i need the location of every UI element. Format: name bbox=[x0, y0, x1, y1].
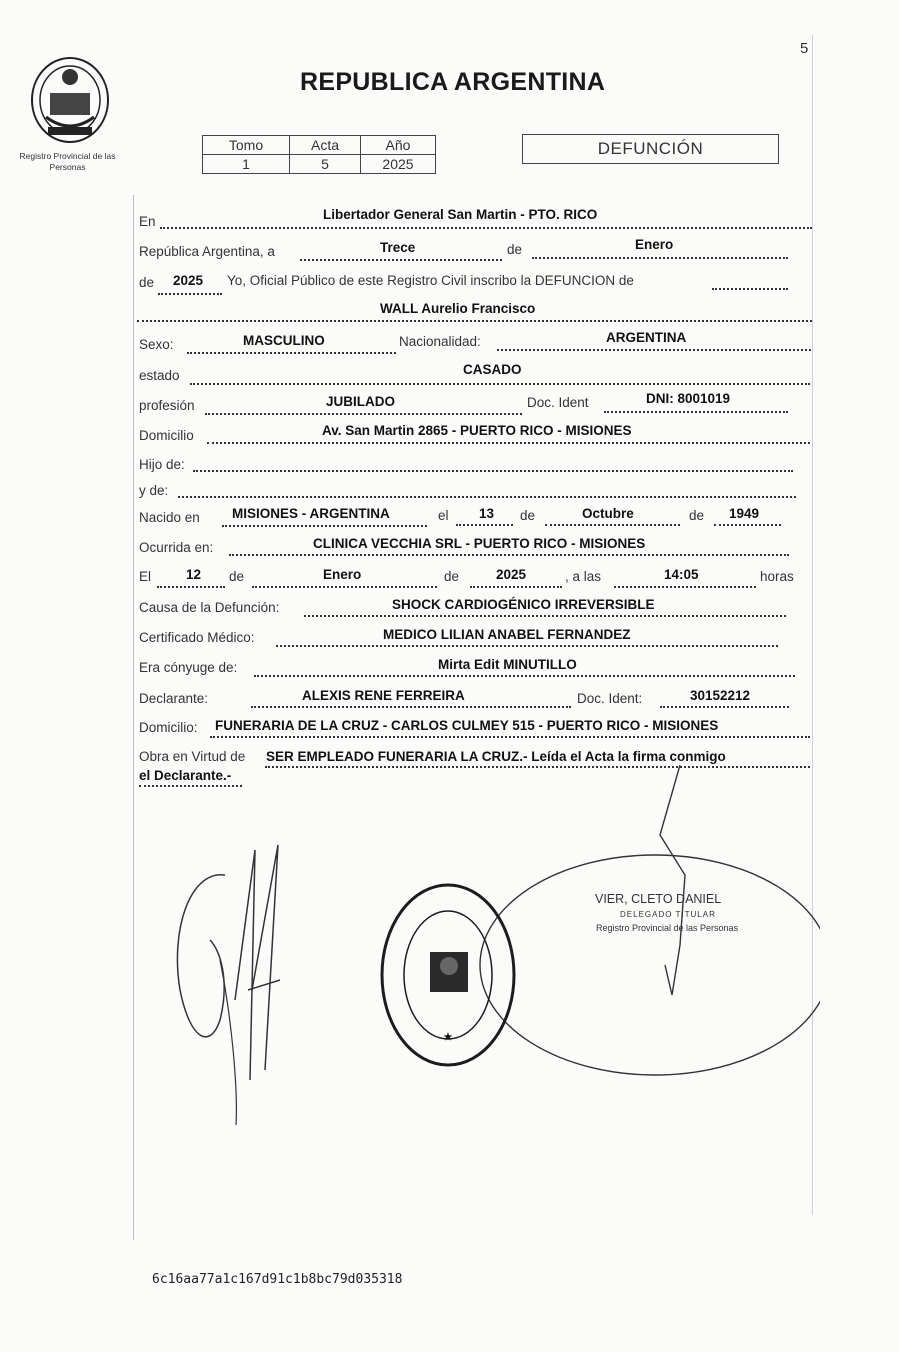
nombre-dots bbox=[137, 320, 812, 322]
def-hora: 14:05 bbox=[664, 567, 699, 582]
dia-value: Trece bbox=[380, 240, 416, 255]
yde-dots bbox=[178, 496, 796, 498]
conyuge-value: Mirta Edit MINUTILLO bbox=[438, 657, 577, 672]
acta-header: Acta bbox=[290, 136, 361, 155]
nombre-value: WALL Aurelio Francisco bbox=[380, 301, 536, 316]
doc2-dots bbox=[660, 706, 789, 708]
declarant-signature bbox=[160, 840, 310, 1130]
hijo-label: Hijo de: bbox=[139, 457, 185, 472]
de2-label: de bbox=[139, 275, 155, 290]
nacionalidad-value: ARGENTINA bbox=[606, 330, 687, 345]
conyuge-label: Era cónyuge de: bbox=[139, 660, 238, 675]
provincial-seal bbox=[28, 55, 112, 145]
en-value: Libertador General San Martin - PTO. RICO bbox=[323, 207, 598, 222]
def-dia: 12 bbox=[186, 567, 202, 582]
def-mes-dots bbox=[252, 586, 437, 588]
tomo-value: 1 bbox=[203, 155, 290, 174]
estado-value: CASADO bbox=[463, 362, 522, 377]
profesion-dots bbox=[205, 413, 522, 415]
de4-label: de bbox=[689, 508, 705, 523]
obra-value-2: el Declarante.- bbox=[139, 768, 232, 783]
record-table bbox=[202, 135, 436, 174]
nac-mes: Octubre bbox=[582, 506, 634, 521]
certificado-dots bbox=[276, 645, 778, 647]
de5-label: de bbox=[229, 569, 245, 584]
horas-label: horas bbox=[760, 569, 794, 584]
anio-value: 2025 bbox=[173, 273, 204, 288]
alas-label: , a las bbox=[565, 569, 602, 584]
ocurrida-label: Ocurrida en: bbox=[139, 540, 214, 555]
dia-dots bbox=[300, 259, 502, 261]
mes-value: Enero bbox=[635, 237, 674, 252]
obra2-dots bbox=[139, 785, 242, 787]
nacionalidad-label: Nacionalidad: bbox=[399, 334, 481, 349]
estado-label: estado bbox=[139, 368, 180, 383]
declarante-value: ALEXIS RENE FERREIRA bbox=[302, 688, 465, 703]
page-title: REPUBLICA ARGENTINA bbox=[300, 68, 606, 96]
domicilio2-label: Domicilio: bbox=[139, 720, 198, 735]
sexo-label: Sexo: bbox=[139, 337, 174, 352]
left-margin-line bbox=[133, 195, 134, 1240]
registry-name: Registro Provincial de las Personas bbox=[19, 151, 116, 172]
def-anio: 2025 bbox=[496, 567, 527, 582]
def-dia-dots bbox=[157, 586, 225, 588]
nac-dia: 13 bbox=[479, 506, 495, 521]
nacido-label: Nacido en bbox=[139, 510, 200, 525]
page-number: 5 bbox=[800, 40, 809, 57]
hora-dots bbox=[614, 586, 756, 588]
el2-label: El bbox=[139, 569, 152, 584]
ocurrida-dots bbox=[229, 554, 789, 556]
doc2-value: 30152212 bbox=[690, 688, 751, 703]
republica-label: República Argentina, a bbox=[139, 244, 275, 259]
profesion-label: profesión bbox=[139, 398, 195, 413]
ocurrida-value: CLINICA VECCHIA SRL - PUERTO RICO - MISIONES bbox=[313, 536, 646, 551]
doc-label: Doc. Ident bbox=[527, 395, 589, 410]
declarante-dots bbox=[251, 706, 571, 708]
official-title: DELEGADO TITULAR bbox=[620, 910, 716, 919]
obra-label: Obra en Virtud de bbox=[139, 749, 246, 764]
domicilio-label: Domicilio bbox=[139, 428, 194, 443]
nac-anio: 1949 bbox=[729, 506, 760, 521]
de-label: de bbox=[507, 242, 523, 257]
causa-label: Causa de la Defunción: bbox=[139, 600, 280, 615]
nacido-value: MISIONES - ARGENTINA bbox=[232, 506, 390, 521]
nac-dia-dots bbox=[456, 524, 513, 526]
declarante-label: Declarante: bbox=[139, 691, 209, 706]
nac-anio-dots bbox=[714, 524, 781, 526]
sexo-value: MASCULINO bbox=[243, 333, 325, 348]
def-anio-dots bbox=[470, 586, 562, 588]
official-stamp bbox=[378, 880, 518, 1070]
certificado-value: MEDICO LILIAN ANABEL FERNANDEZ bbox=[383, 627, 631, 642]
de3-label: de bbox=[520, 508, 536, 523]
certificado-label: Certificado Médico: bbox=[139, 630, 255, 645]
doc2-label: Doc. Ident: bbox=[577, 691, 643, 706]
document-hash: 6c16aa77a1c167d91c1b8bc79d035318 bbox=[152, 1272, 403, 1287]
record-type-box: DEFUNCIÓN bbox=[522, 134, 779, 164]
causa-dots bbox=[304, 615, 786, 617]
official-name: VIER, CLETO DANIEL bbox=[595, 892, 722, 906]
svg-text:★: ★ bbox=[443, 1032, 453, 1043]
domicilio-value: Av. San Martin 2865 - PUERTO RICO - MISIONES bbox=[322, 423, 632, 438]
doc-dots bbox=[604, 411, 788, 413]
doc-value: DNI: 8001019 bbox=[646, 391, 731, 406]
yde-label: y de: bbox=[139, 483, 169, 498]
conyuge-dots bbox=[254, 675, 795, 677]
en-label: En bbox=[139, 214, 156, 229]
profesion-value: JUBILADO bbox=[326, 394, 396, 409]
oficial-dots bbox=[712, 288, 788, 290]
nacido-dots bbox=[222, 525, 427, 527]
domicilio-dots bbox=[207, 442, 810, 444]
el-label: el bbox=[438, 508, 449, 523]
mes-dots bbox=[532, 257, 788, 259]
def-mes: Enero bbox=[323, 567, 362, 582]
anio-header: Año bbox=[361, 136, 436, 155]
causa-value: SHOCK CARDIOGÉNICO IRREVERSIBLE bbox=[392, 597, 655, 612]
de6-label: de bbox=[444, 569, 460, 584]
domicilio2-dots bbox=[210, 736, 810, 738]
acta-value: 5 bbox=[290, 155, 361, 174]
domicilio2-value: FUNERARIA DE LA CRUZ - CARLOS CULMEY 515 - PUERTO RICO - MISIONES bbox=[215, 718, 719, 733]
official-org: Registro Provincial de las Personas bbox=[596, 923, 739, 933]
en-dots bbox=[160, 227, 812, 229]
sexo-dots bbox=[187, 352, 396, 354]
estado-dots bbox=[190, 383, 810, 385]
anio-dots bbox=[158, 293, 222, 295]
oficial-text: Yo, Oficial Público de este Registro Civil inscribo la DEFUNCION de bbox=[227, 273, 634, 288]
nacionalidad-dots bbox=[497, 349, 811, 351]
anio-value: 2025 bbox=[361, 155, 436, 174]
hijo-dots bbox=[193, 470, 793, 472]
nac-mes-dots bbox=[545, 524, 680, 526]
obra-value: SER EMPLEADO FUNERARIA LA CRUZ.- Leída el Acta la firma conmigo bbox=[266, 749, 726, 764]
tomo-header: Tomo bbox=[203, 136, 290, 155]
